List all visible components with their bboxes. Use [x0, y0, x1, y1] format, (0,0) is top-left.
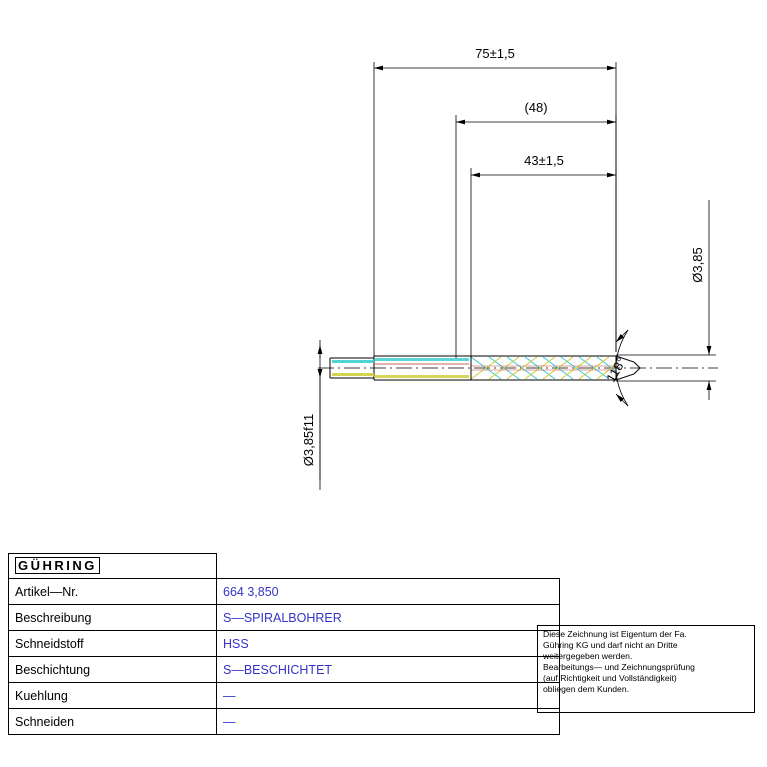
row-label-beschreibung: Beschreibung — [9, 605, 217, 631]
drill-geometry — [318, 356, 718, 380]
table-row — [9, 579, 560, 605]
dimension-label-shank-diameter: Ø3,85f11 — [301, 413, 316, 467]
dimension-label-diameter-right: Ø3,85 — [690, 247, 705, 283]
legal-note-box — [537, 625, 755, 713]
guehring-logo: GÜHRING — [15, 557, 100, 574]
row-value-kuehlung: — — [217, 683, 560, 709]
title-block-logo-row — [9, 554, 560, 579]
legal-note-line-2: Gühring KG und darf nicht an Dritte — [543, 640, 678, 650]
logo-spacer — [217, 554, 560, 579]
dimension-diameter-right — [616, 200, 716, 400]
dimension-flute-length — [471, 153, 616, 358]
row-value-schneidstoff: HSS — [217, 631, 560, 657]
dimension-label-point-angle: 118° — [603, 354, 630, 385]
dimension-reference-length — [456, 100, 616, 358]
dimension-label-flute-length: 43±1,5 — [524, 153, 564, 168]
title-block — [8, 553, 543, 735]
row-label-schneiden: Schneiden — [9, 709, 217, 735]
row-label-schneidstoff: Schneidstoff — [9, 631, 217, 657]
row-value-artikel-nr: 664 3,850 — [217, 579, 560, 605]
legal-note-line-6: obliegen dem Kunden. — [543, 684, 630, 694]
row-label-kuehlung: Kuehlung — [9, 683, 217, 709]
logo-cell — [9, 554, 217, 579]
table-row — [9, 683, 560, 709]
dimension-shank-diameter — [301, 340, 320, 490]
table-row — [9, 709, 560, 735]
legal-note-line-1: Diese Zeichnung ist Eigentum der Fa. — [543, 629, 687, 639]
dimension-label-overall-length: 75±1,5 — [475, 46, 515, 61]
table-row — [9, 605, 560, 631]
table-row — [9, 631, 560, 657]
dimension-label-reference-length: (48) — [524, 100, 548, 115]
row-value-beschreibung: S—SPIRALBOHRER — [217, 605, 560, 631]
title-block-table — [8, 553, 560, 735]
table-row — [9, 657, 560, 683]
legal-note-line-4: Bearbeitungs— und Zeichnungsprüfung — [543, 662, 695, 672]
legal-note-line-5: (auf Richtigkeit und Vollständigkeit) — [543, 673, 677, 683]
legal-note-line-3: weitergegeben werden. — [543, 651, 633, 661]
dimension-overall-length — [374, 46, 616, 358]
row-value-beschichtung: S—BESCHICHTET — [217, 657, 560, 683]
row-label-beschichtung: Beschichtung — [9, 657, 217, 683]
row-value-schneiden: — — [217, 709, 560, 735]
row-label-artikel-nr: Artikel—Nr. — [9, 579, 217, 605]
